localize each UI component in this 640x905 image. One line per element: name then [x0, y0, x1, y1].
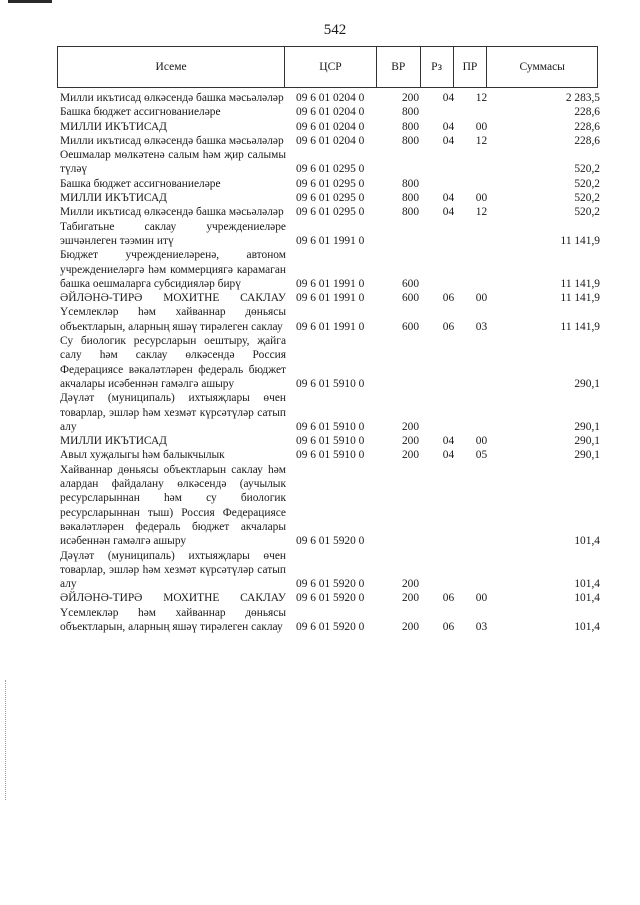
table-row: [60, 91, 600, 105]
header-pr: ПР: [454, 47, 488, 87]
cell-vr: 200: [401, 592, 420, 605]
cell-vr: 600: [401, 320, 420, 333]
cell-pr: 00: [475, 192, 488, 205]
cell-vr: 200: [401, 620, 420, 633]
cell-vr: 600: [401, 277, 420, 290]
cell-name: МИЛЛИ ИКЪТИСАД: [60, 120, 167, 133]
header-name: Исеме: [58, 47, 285, 87]
cell-vr: 800: [401, 106, 420, 119]
cell-name: Дәүләт (муниципаль) ихтыяҗлары өчен товарлар, эшләр һәм хезмәт күрсәтүләр сатып алу: [60, 392, 286, 433]
cell-name: МИЛЛИ ИКЪТИСАД: [60, 435, 167, 448]
cell-sum: 11 141,9: [560, 277, 600, 290]
table-row: [60, 448, 600, 462]
cell-name: Хайваннар дөньясы объектларын саклау һәм алардан файдалану өлкәсендә (аучылык ресурсларыннан һәм су биологик ресурсларыннан тыш) Россия Федерациясе вәкаләтләрен федераль бюджет акчалары исәбеннән гамәлгә ашыру: [60, 463, 286, 548]
cell-sum: 290,1: [574, 420, 600, 433]
cell-vr: 200: [401, 435, 420, 448]
cell-csr: 09 6 01 1991 0: [296, 292, 365, 305]
cell-csr: 09 6 01 0204 0: [296, 120, 365, 133]
cell-csr: 09 6 01 1991 0: [296, 277, 365, 290]
table-row: [60, 177, 600, 191]
cell-vr: 800: [401, 206, 420, 219]
table-row: [60, 105, 600, 119]
table-row: [60, 134, 600, 148]
cell-name: Милли икътисад өлкәсендә башка мәсьәләләр: [60, 92, 284, 104]
cell-pr: 00: [475, 120, 488, 133]
cell-csr: 09 6 01 5910 0: [296, 420, 365, 433]
cell-name: Үсемлекләр һәм хайваннар дөньясы объектларын, аларның яшәү тирәлеген саклау: [60, 606, 286, 633]
cell-pr: 00: [475, 292, 488, 305]
cell-sum: 101,4: [574, 592, 600, 605]
header-sum: Суммасы: [519, 61, 565, 73]
cell-vr: 800: [401, 192, 420, 205]
cell-sum: 101,4: [574, 578, 600, 591]
cell-name: ӘЙЛӘНӘ-ТИРӘ МОХИТНЕ САКЛАУ: [60, 292, 286, 305]
cell-vr: 800: [401, 134, 420, 147]
table-row: [60, 391, 600, 434]
cell-csr: 09 6 01 5920 0: [296, 535, 365, 548]
cell-pr: 00: [475, 592, 488, 605]
cell-name: Су биологик ресурсларын оештыру, җайга салу һәм саклау өлкәсендә Россия Федерациясе вәкаләтләрен федераль бюджет акчалары исәбеннән гамәлгә ашыру: [60, 335, 286, 390]
cell-csr: 09 6 01 5920 0: [296, 620, 365, 633]
cell-sum: 520,2: [574, 163, 600, 176]
cell-pr: 03: [475, 620, 488, 633]
cell-vr: 200: [401, 449, 420, 462]
cell-sum: 228,6: [574, 134, 600, 147]
margin-marks: [5, 680, 9, 800]
cell-name: Милли икътисад өлкәсендә башка мәсьәләләр: [60, 206, 284, 219]
cell-sum: 101,4: [574, 535, 600, 548]
cell-rz: 04: [442, 120, 455, 133]
cell-csr: 09 6 01 1991 0: [296, 320, 365, 333]
cell-vr: 800: [401, 177, 420, 190]
cell-rz: 06: [442, 292, 455, 305]
cell-name: Дәүләт (муниципаль) ихтыяҗлары өчен товарлар, эшләр һәм хезмәт күрсәтүләр сатып алу: [60, 549, 286, 591]
cell-sum: 520,2: [574, 206, 600, 219]
header-csr: ЦСР: [285, 47, 377, 87]
cell-csr: 09 6 01 5910 0: [296, 377, 365, 390]
cell-name: Башка бюджет ассигнованиеләре: [60, 106, 221, 119]
cell-rz: 04: [442, 134, 455, 147]
cell-name: Авыл хуҗалыгы һәм балыкчылык: [60, 449, 225, 462]
cell-sum: 11 141,9: [560, 234, 600, 247]
cell-name: Табигатьне саклау учреждениеләре эшчәнлеген тәэмин итү: [60, 220, 286, 247]
cell-sum: 290,1: [574, 377, 600, 390]
table-row: [60, 148, 600, 177]
cell-pr: 03: [475, 320, 488, 333]
cell-csr: 09 6 01 0295 0: [296, 192, 365, 205]
cell-name: Үсемлекләр һәм хайваннар дөньясы объектларын, аларның яшәү тирәлеген саклау: [60, 306, 286, 333]
cell-pr: 12: [475, 134, 488, 147]
table-row: [60, 334, 600, 391]
table-row: [60, 549, 600, 592]
cell-name: МИЛЛИ ИКЪТИСАД: [60, 192, 167, 205]
table-row: [60, 205, 600, 219]
cell-vr: 200: [401, 578, 420, 591]
cell-name: ӘЙЛӘНӘ-ТИРӘ МОХИТНЕ САКЛАУ: [60, 592, 286, 605]
cell-rz: 04: [442, 206, 455, 219]
table-row: [60, 248, 600, 291]
cell-sum: 290,1: [574, 449, 600, 462]
cell-sum: 520,2: [574, 177, 600, 190]
cell-rz: 06: [442, 320, 455, 333]
cell-rz: 04: [442, 449, 455, 462]
cell-csr: 09 6 01 0204 0: [296, 106, 365, 119]
table-row: [60, 606, 600, 635]
header-rz: Рз: [421, 47, 454, 87]
cell-name: Оешмалар мөлкәтенә салым һәм җир салымы түләү: [60, 149, 286, 176]
table-header: [57, 46, 598, 88]
table-row: [60, 305, 600, 334]
cell-csr: 09 6 01 1991 0: [296, 234, 365, 247]
cell-csr: 09 6 01 0295 0: [296, 177, 365, 190]
cell-vr: 800: [401, 120, 420, 133]
table-row: [60, 463, 600, 549]
cell-csr: 09 6 01 5920 0: [296, 578, 365, 591]
table-row: [60, 591, 600, 605]
cell-csr: 09 6 01 5910 0: [296, 449, 365, 462]
cell-sum: 290,1: [574, 435, 600, 448]
table-row: [60, 120, 600, 134]
cell-csr: 09 6 01 0204 0: [296, 134, 365, 147]
top-rule: [8, 0, 52, 3]
cell-pr: 12: [475, 206, 488, 219]
cell-vr: 600: [401, 292, 420, 305]
cell-sum: 11 141,9: [560, 320, 600, 333]
cell-pr: 12: [475, 92, 488, 104]
cell-sum: 228,6: [574, 106, 600, 119]
table-row: [60, 434, 600, 448]
cell-rz: 04: [442, 192, 455, 205]
cell-vr: 200: [401, 420, 420, 433]
cell-rz: 06: [442, 592, 455, 605]
cell-name: Бюджет учреждениеләренә, автоном учреждениеләргә һәм коммерциягә карамаган башка оешмаларга субсидияләр бирү: [60, 249, 286, 290]
table-row: [60, 291, 600, 305]
cell-sum: 101,4: [574, 620, 600, 633]
cell-sum: 2 283,5: [565, 92, 600, 104]
cell-pr: 05: [475, 449, 488, 462]
cell-vr: 200: [401, 92, 420, 104]
page-number: 542: [323, 22, 347, 38]
cell-csr: 09 6 01 0295 0: [296, 163, 365, 176]
cell-rz: 04: [442, 435, 455, 448]
cell-sum: 520,2: [574, 192, 600, 205]
cell-csr: 09 6 01 5920 0: [296, 592, 365, 605]
table-row: [60, 220, 600, 249]
cell-sum: 11 141,9: [560, 292, 600, 305]
cell-csr: 09 6 01 5910 0: [296, 435, 365, 448]
cell-sum: 228,6: [574, 120, 600, 133]
table-row: [60, 191, 600, 205]
cell-csr: 09 6 01 0295 0: [296, 206, 365, 219]
cell-rz: 04: [442, 92, 455, 104]
cell-name: Башка бюджет ассигнованиеләре: [60, 177, 221, 190]
table-body: [60, 91, 600, 634]
cell-name: Милли икътисад өлкәсендә башка мәсьәләләр: [60, 134, 284, 147]
header-vr: ВР: [377, 47, 421, 87]
cell-pr: 00: [475, 435, 488, 448]
cell-rz: 06: [442, 620, 455, 633]
cell-csr: 09 6 01 0204 0: [296, 92, 365, 104]
